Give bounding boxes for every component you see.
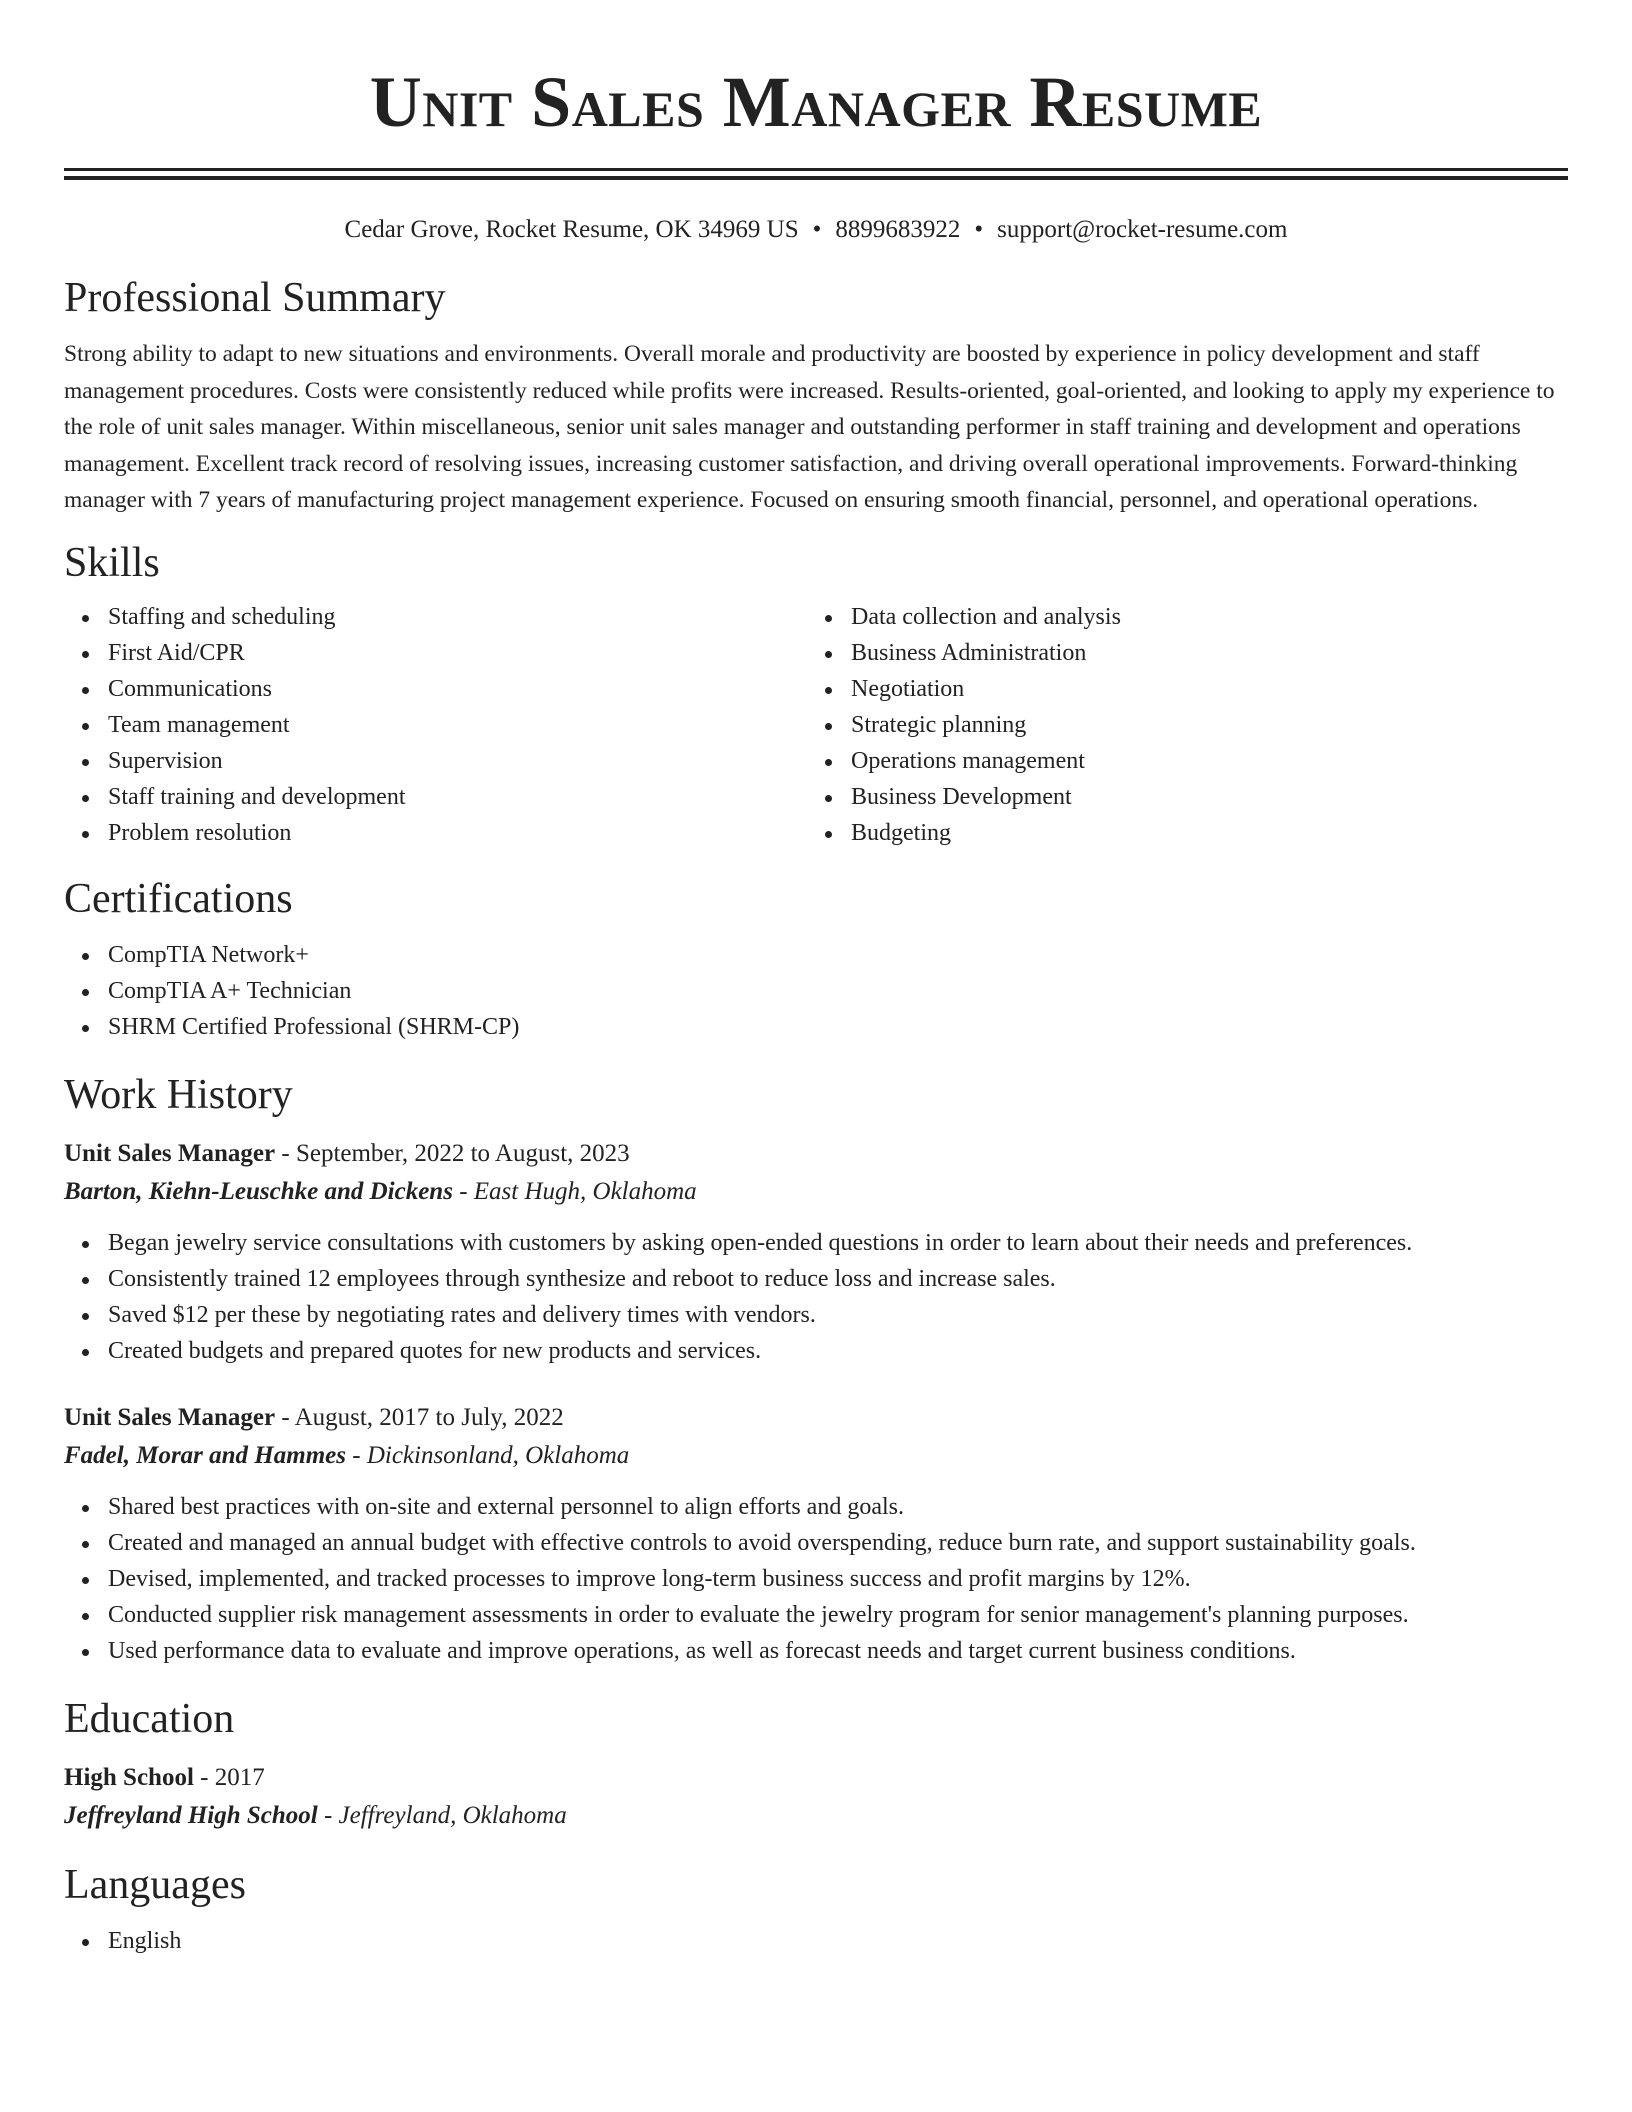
contact-phone: 8899683922 [835,216,961,243]
skill-item: Negotiation [851,671,1550,707]
language-item: English [108,1923,1568,1959]
job-location: East Hugh, Oklahoma [473,1177,697,1205]
job-bullet: Consistently trained 12 employees through synthesize and reboot to reduce loss and increase sales. [108,1261,1568,1297]
summary-section [64,274,1568,519]
job-bullets [64,1489,1568,1669]
job-bullet: Shared best practices with on-site and external personnel to align efforts and goals. [108,1489,1568,1525]
contact-separator: • [974,216,984,243]
skill-item: Communications [108,671,807,707]
skills-list-right [807,599,1550,851]
job-bullet: Conducted supplier risk management assessments in order to evaluate the jewelry program for senior management's planning purposes. [108,1597,1568,1633]
education-school: Jeffreyland High School [64,1801,318,1829]
contact-separator: • [812,216,822,243]
skills-grid [64,599,1568,851]
job-title-line: Unit Sales Manager - August, 2017 to July, 2022 [64,1403,564,1431]
contact-address: Cedar Grove, Rocket Resume, OK 34969 US [344,216,799,243]
skill-item: Budgeting [851,815,1550,851]
job-dates: September, 2022 to August, 2023 [295,1139,630,1167]
skill-item: Team management [108,707,807,743]
education-entry [64,1759,1568,1835]
job-bullet: Created budgets and prepared quotes for new products and services. [108,1333,1568,1369]
skill-item: Business Development [851,779,1550,815]
certifications-list [64,937,1568,1045]
resume-title: Unit Sales Manager Resume [369,62,1263,142]
certification-item: CompTIA Network+ [108,937,1568,973]
job-bullet: Devised, implemented, and tracked processes to improve long-term business success and profit margins by 12%. [108,1561,1568,1597]
skill-item: Operations management [851,743,1550,779]
job-company: Barton, Kiehn-Leuschke and Dickens [64,1177,453,1205]
job-entry [64,1135,1568,1369]
skills-heading: Skills [64,539,160,586]
job-bullet: Saved $12 per these by negotiating rates and delivery times with vendors. [108,1297,1568,1333]
languages-list [64,1923,1568,1959]
skill-item: Staffing and scheduling [108,599,807,635]
skill-item: Staff training and development [108,779,807,815]
job-title: Unit Sales Manager [64,1139,276,1167]
education-section [64,1695,1568,1835]
education-year: 2017 [214,1763,265,1791]
education-school-line: Jeffreyland High School - Jeffreyland, Oklahoma [64,1801,567,1829]
contact-line [64,214,1568,246]
summary-text: Strong ability to adapt to new situations and environments. Overall morale and productivity are boosted by experience in policy development and staff management procedures. Costs were consistently reduced while profits were increased. Results-oriented, goal-oriented, and looking to apply my experience to the role of unit sales manager. Within miscellaneous, senior unit sales manager and outstanding performer in staff training and development and operations management. Excellent track record of resolving issues, increasing customer satisfaction, and driving overall operational improvements. Forward-thinking manager with 7 years of manufacturing project management experience. Focused on ensuring smooth financial, personnel, and operational operations. [64,341,1555,513]
skill-item: Data collection and analysis [851,599,1550,635]
education-location: Jeffreyland, Oklahoma [338,1801,567,1829]
education-heading: Education [64,1695,235,1742]
title-divider [64,168,1568,180]
certifications-section [64,875,1568,1045]
job-bullets [64,1225,1568,1369]
job-company-line: Fadel, Morar and Hammes - Dickinsonland, Oklahoma [64,1441,630,1469]
skill-item: Problem resolution [108,815,807,851]
skill-item: Business Administration [851,635,1550,671]
skills-column-right [807,599,1550,851]
job-bullet: Began jewelry service consultations with customers by asking open-ended questions in order to learn about their needs and preferences. [108,1225,1568,1261]
skill-item: First Aid/CPR [108,635,807,671]
skills-list-left [64,599,807,851]
certification-item: SHRM Certified Professional (SHRM-CP) [108,1009,1568,1045]
skill-item: Supervision [108,743,807,779]
languages-section [64,1861,1568,1959]
job-bullet: Created and managed an annual budget with effective controls to avoid overspending, reduce burn rate, and support sustainability goals. [108,1525,1568,1561]
job-title-line: Unit Sales Manager - September, 2022 to August, 2023 [64,1139,630,1167]
work-history-section [64,1071,1568,1669]
skill-item: Strategic planning [851,707,1550,743]
education-degree-line: High School - 2017 [64,1763,265,1791]
job-title: Unit Sales Manager [64,1403,276,1431]
job-company: Fadel, Morar and Hammes [64,1441,346,1469]
job-entry [64,1399,1568,1669]
job-bullet: Used performance data to evaluate and improve operations, as well as forecast needs and target current business conditions. [108,1633,1568,1669]
contact-email: support@rocket-resume.com [997,216,1288,243]
work-history-heading: Work History [64,1071,293,1118]
summary-heading: Professional Summary [64,275,446,321]
languages-heading: Languages [64,1861,246,1908]
job-dates: August, 2017 to July, 2022 [294,1403,564,1431]
job-location: Dickinsonland, Oklahoma [366,1441,630,1469]
education-degree: High School [64,1763,194,1791]
certifications-heading: Certifications [64,875,293,922]
certification-item: CompTIA A+ Technician [108,973,1568,1009]
skills-column-left [64,599,807,851]
skills-section [64,539,1568,851]
job-company-line: Barton, Kiehn-Leuschke and Dickens - East Hugh, Oklahoma [64,1177,697,1205]
